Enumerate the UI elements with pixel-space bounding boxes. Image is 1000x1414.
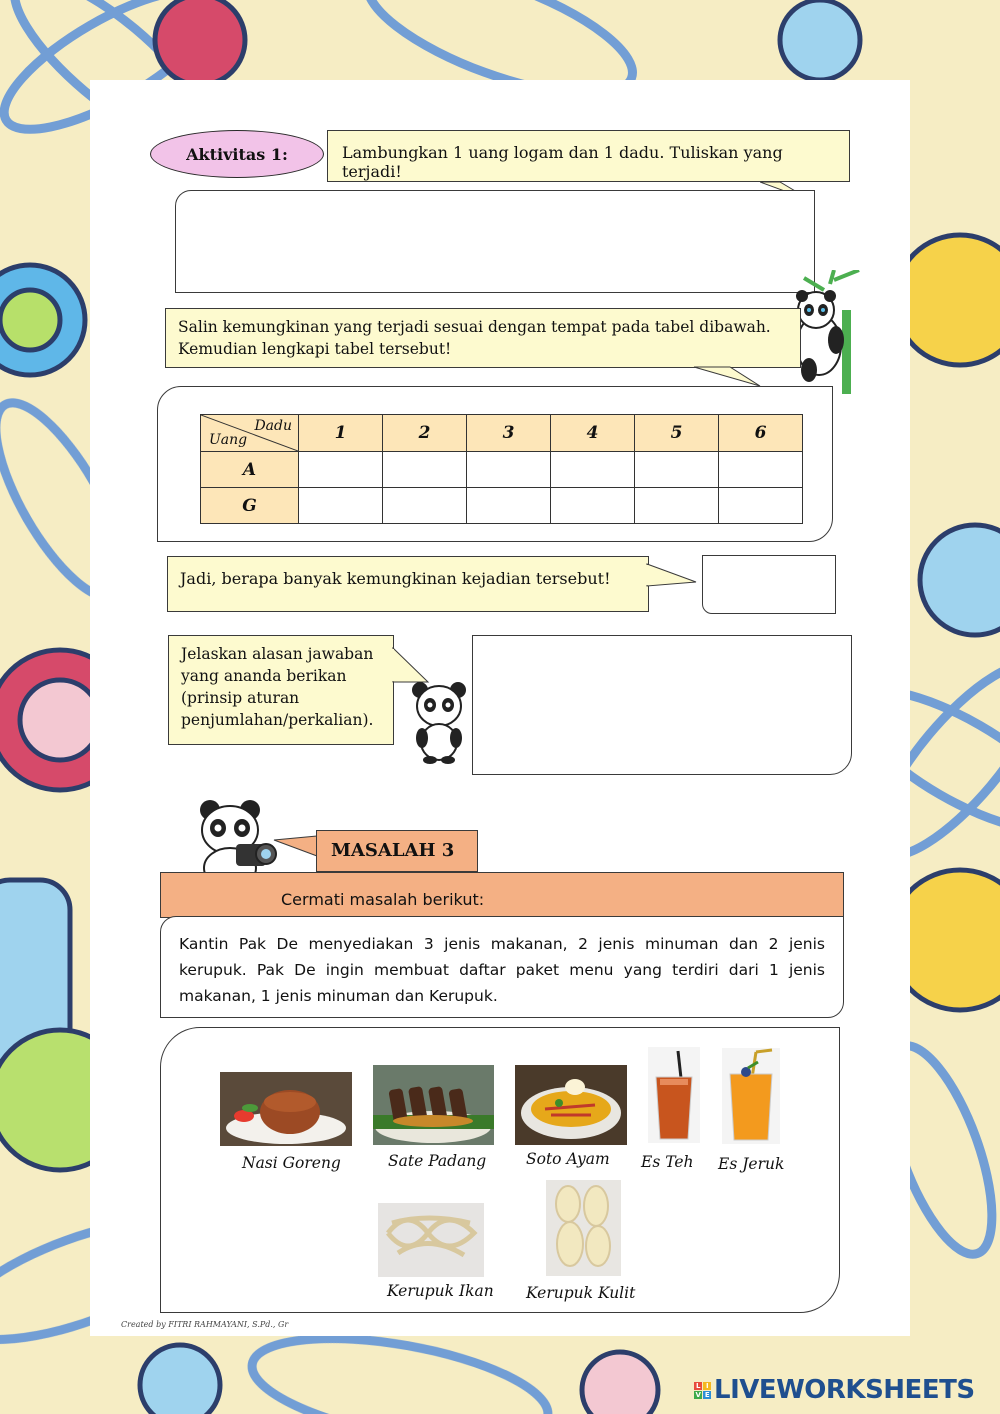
brand-logo[interactable] [694, 1373, 975, 1407]
count-answer-box[interactable] [702, 555, 836, 614]
brand-icon-letter: V [695, 1390, 701, 1399]
brand-icon-letter: L [694, 1382, 702, 1390]
probability-table [200, 414, 803, 524]
food-label: Es Teh [641, 1153, 694, 1171]
count-question: Jadi, berapa banyak kemungkinan kejadian tersebut! [167, 556, 649, 612]
panda-illustration [410, 680, 468, 764]
kerupuk-ikan-image [378, 1203, 484, 1277]
sate-padang-image [373, 1065, 494, 1145]
column-header: 6 [719, 415, 803, 452]
table-instruction-line1: Salin kemungkinan yang terjadi sesuai dengan tempat pada tabel dibawah. [178, 318, 771, 336]
answer-cell[interactable] [719, 488, 803, 524]
soto-ayam-image [515, 1065, 627, 1145]
corner-label-uang: Uang [209, 432, 248, 448]
reason-line: yang ananda berikan [181, 667, 347, 685]
speech-tail [690, 366, 766, 388]
column-header: 1 [299, 415, 383, 452]
food-label: Sate Padang [388, 1152, 487, 1170]
problem-subtitle: Cermati masalah berikut: [160, 872, 844, 918]
activity-answer-box[interactable] [175, 190, 815, 293]
answer-cell[interactable] [383, 488, 467, 524]
column-header: 3 [467, 415, 551, 452]
problem-tab-title: MASALAH 3 [316, 830, 478, 872]
column-header: 5 [635, 415, 719, 452]
table-corner-header [201, 415, 299, 452]
answer-cell[interactable] [299, 488, 383, 524]
corner-label-dadu: Dadu [254, 418, 292, 434]
speech-tail [646, 562, 698, 588]
speech-tail [272, 834, 318, 858]
answer-cell[interactable] [299, 452, 383, 488]
column-header: 2 [383, 415, 467, 452]
brand-icon-letter: E [704, 1390, 710, 1399]
activity-badge: Aktivitas 1: [150, 130, 324, 178]
answer-cell[interactable] [635, 488, 719, 524]
answer-cell[interactable] [467, 452, 551, 488]
food-label: Kerupuk Kulit [526, 1284, 636, 1302]
brand-icon [694, 1382, 711, 1399]
brand-name: LIVEWORKSHEETS [714, 1375, 975, 1405]
es-teh-image [648, 1047, 700, 1143]
answer-cell[interactable] [635, 452, 719, 488]
nasi-goreng-image [220, 1072, 352, 1146]
author-credit: Created by FITRI RAHMAYANI, S.Pd., Gr [121, 1320, 289, 1329]
answer-cell[interactable] [551, 488, 635, 524]
table-row [201, 452, 803, 488]
table-instruction-line2: Kemudian lengkapi tabel tersebut! [178, 340, 452, 358]
reason-line: (prinsip aturan [181, 689, 300, 707]
food-label: Kerupuk Ikan [387, 1282, 494, 1300]
table-instruction [165, 308, 801, 368]
reason-question [168, 635, 394, 745]
reason-line: Jelaskan alasan jawaban [181, 645, 374, 663]
activity-instruction: Lambungkan 1 uang logam dan 1 dadu. Tuliskan yang terjadi! [327, 130, 850, 182]
answer-cell[interactable] [383, 452, 467, 488]
row-header: A [201, 452, 299, 488]
answer-cell[interactable] [551, 452, 635, 488]
food-label: Nasi Goreng [242, 1154, 341, 1172]
row-header: G [201, 488, 299, 524]
food-label: Soto Ayam [526, 1150, 610, 1168]
kerupuk-kulit-image [546, 1180, 621, 1276]
answer-cell[interactable] [719, 452, 803, 488]
brand-icon-letter: I [703, 1382, 711, 1390]
reason-answer-box[interactable] [472, 635, 852, 775]
es-jeruk-image [722, 1048, 780, 1144]
column-header: 4 [551, 415, 635, 452]
food-label: Es Jeruk [718, 1155, 785, 1173]
table-row [201, 488, 803, 524]
answer-cell[interactable] [467, 488, 551, 524]
problem-text: Kantin Pak De menyediakan 3 jenis makanan, 2 jenis minuman dan 2 jenis kerupuk. Pak De ingin membuat daftar paket menu yang terdiri dari 1 jenis makanan, 1 jenis minuman dan Kerupuk. [160, 916, 844, 1018]
reason-line: penjumlahan/perkalian). [181, 711, 374, 729]
